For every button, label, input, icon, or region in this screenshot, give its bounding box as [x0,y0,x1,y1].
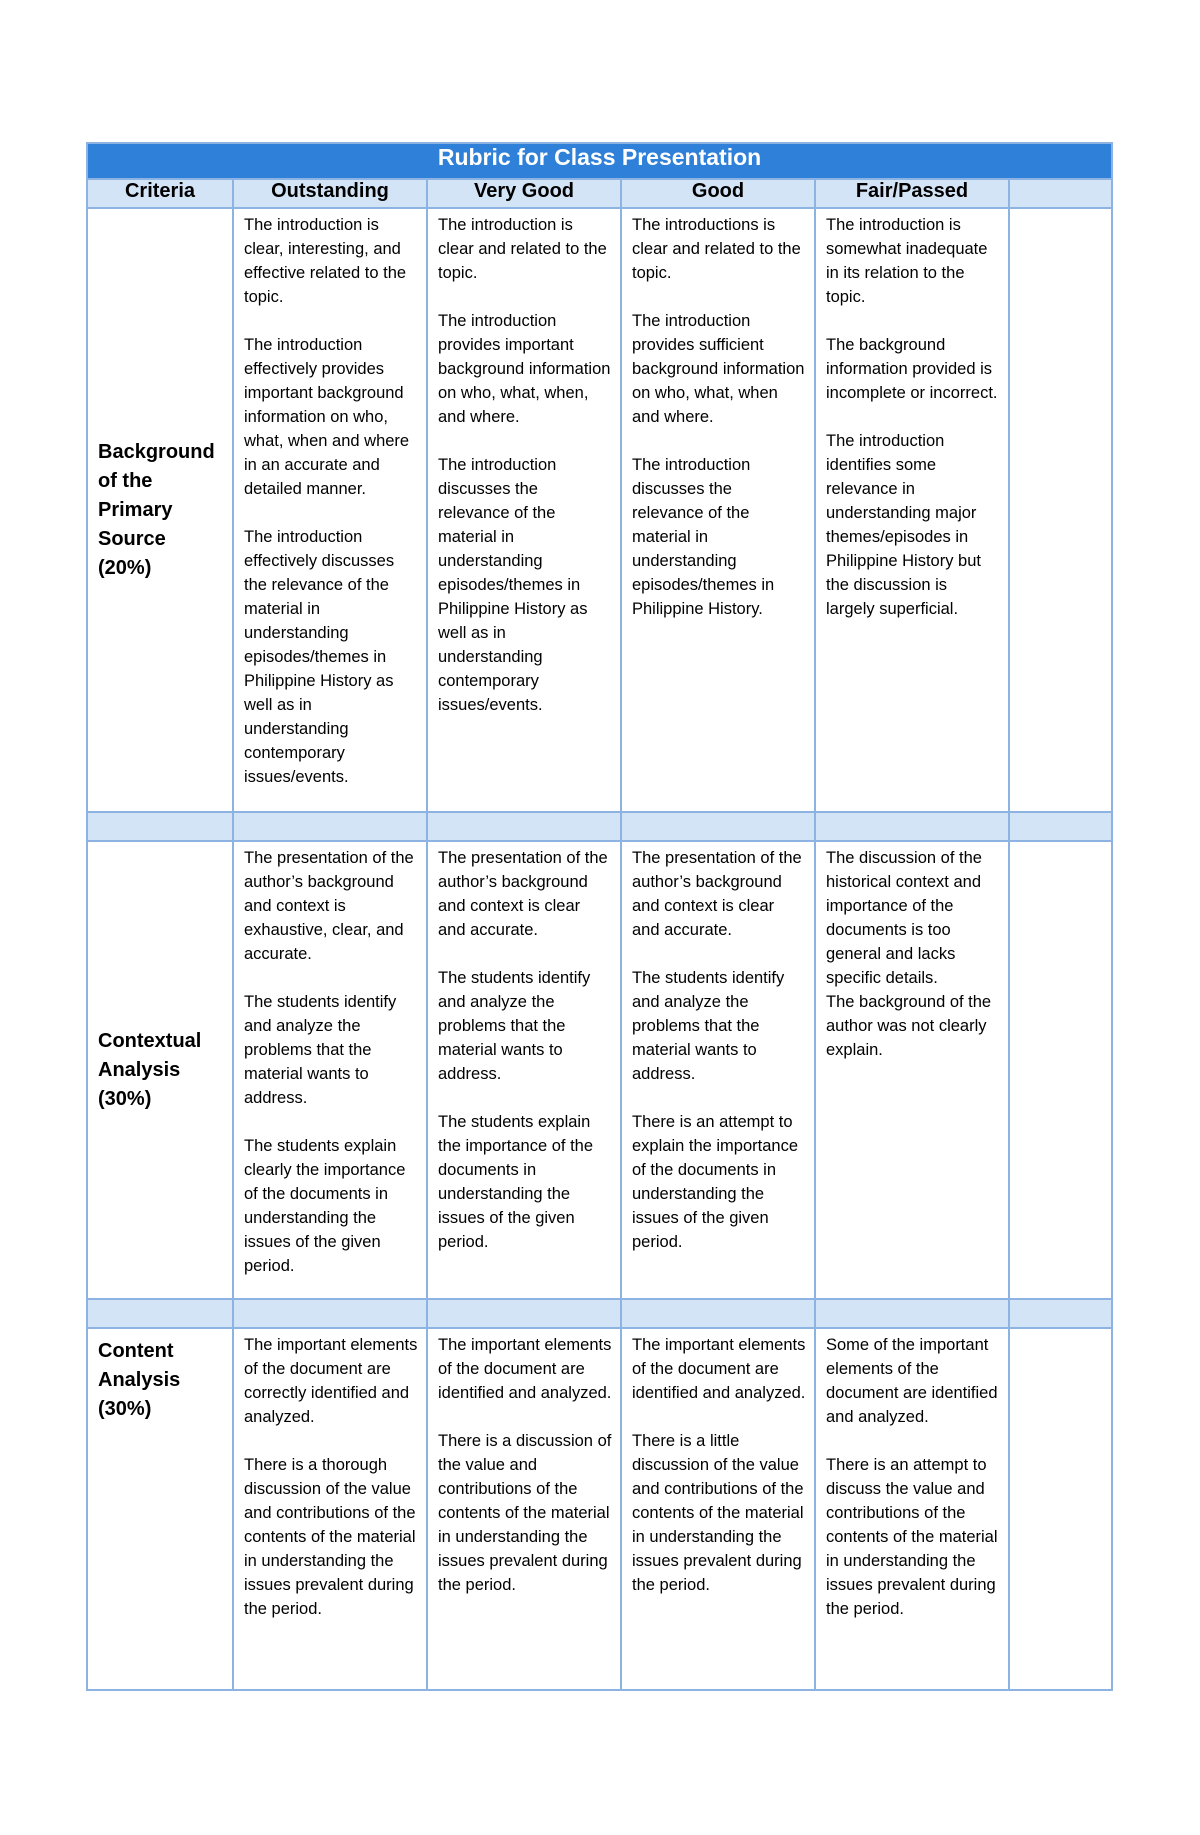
spacer-cell [621,1299,815,1328]
blank-cell [1009,208,1112,812]
title-cell [87,143,1112,179]
descriptor-text: There is an attempt to discuss the value and contributions of the contents of the material in understanding the issues prevalent during the period. [826,1456,998,1618]
table-title: Rubric for Class Presentation [437,144,762,170]
descriptor-text: The introductions is clear and related to the topic. [632,216,801,282]
criteria-label: Content Analysis (30%) [98,1340,181,1420]
rubric-row-content [87,1328,1112,1690]
good-cell [621,208,815,812]
spacer-cell [1009,1299,1112,1328]
descriptor-text: The students explain the importance of the documents in understanding the issues of the given period. [438,1113,594,1251]
descriptor-text: The discussion of the historical context and importance of the documents is too general and lacks specific details. [826,849,982,987]
criteria-label: Background of the Primary Source (20%) [98,440,215,579]
very-good-cell [427,841,621,1299]
fair-passed-cell [815,1328,1009,1690]
descriptor-text: The students identify and analyze the problems that the material wants to address. [632,969,785,1083]
descriptor-text: The introduction provides important background information on who, what, when, and where. [438,312,611,426]
descriptor-text: The introduction effectively discusses the relevance of the material in understanding episodes/themes in Philippine History as well as in understanding contemporary issues/events. [244,528,395,786]
descriptor-text: The introduction effectively provides important background information on who, what, when and where in an accurate and detailed manner. [244,336,410,498]
descriptor-text: The students identify and analyze the problems that the material wants to address. [244,993,397,1107]
good-cell [621,841,815,1299]
rubric-row-contextual [87,841,1112,1299]
criteria-cell [87,841,233,1299]
criteria-label: Contextual Analysis (30%) [98,1029,202,1110]
header-row [87,179,1112,208]
spacer-cell [87,812,233,841]
spacer-cell [233,812,427,841]
descriptor-text: The important elements of the document are identified and analyzed. [632,1336,806,1402]
descriptor-text: The introduction is clear and related to the topic. [438,216,607,282]
header-outstanding: Outstanding [271,180,389,202]
outstanding-cell [233,1328,427,1690]
descriptor-text: The background information provided is incomplete or incorrect. [826,336,998,402]
blank-cell [1009,1328,1112,1690]
descriptor-text: There is a little discussion of the value and contributions of the contents of the material in understanding the issues prevalent during the period. [632,1432,804,1594]
header-good: Good [691,180,745,202]
descriptor-text: Some of the important elements of the document are identified and analyzed. [826,1336,998,1426]
descriptor-text: The introduction provides sufficient background information on who, what, when and where. [632,312,805,426]
header-cell-very-good [427,179,621,208]
rubric-row-background [87,208,1112,812]
spacer-cell [815,812,1009,841]
outstanding-cell [233,841,427,1299]
header-very-good: Very Good [473,180,575,202]
spacer-cell [427,1299,621,1328]
descriptor-text: The background of the author was not clearly explain. [826,993,992,1059]
header-cell-outstanding [233,179,427,208]
spacer-cell [87,1299,233,1328]
outstanding-cell [233,208,427,812]
spacer-row [87,812,1112,841]
descriptor-text: The introduction discusses the relevance of the material in understanding episodes/themes in Philippine History. [632,456,775,618]
descriptor-text: There is a thorough discussion of the value and contributions of the contents of the material in understanding the issues prevalent during the period. [244,1456,416,1618]
descriptor-text: The important elements of the document are correctly identified and analyzed. [244,1336,418,1426]
good-cell [621,1328,815,1690]
spacer-cell [621,812,815,841]
spacer-cell [427,812,621,841]
spacer-cell [233,1299,427,1328]
descriptor-text: The presentation of the author’s background and context is exhaustive, clear, and accurate. [244,849,414,963]
descriptor-text: The introduction is somewhat inadequate in its relation to the topic. [826,216,988,306]
descriptor-text: The introduction is clear, interesting, and effective related to the topic. [244,216,407,306]
descriptor-text: The presentation of the author’s background and context is clear and accurate. [632,849,802,939]
spacer-cell [815,1299,1009,1328]
title-row [87,143,1112,179]
blank-cell [1009,841,1112,1299]
header-cell-fair-passed [815,179,1009,208]
very-good-cell [427,208,621,812]
descriptor-text: The important elements of the document are identified and analyzed. [438,1336,612,1402]
criteria-cell [87,1328,233,1690]
descriptor-text: There is an attempt to explain the importance of the documents in understanding the issues of the given period. [632,1113,799,1251]
fair-passed-cell [815,208,1009,812]
header-criteria: Criteria [124,180,196,202]
descriptor-text: The introduction discusses the relevance of the material in understanding episodes/themes in Philippine History as well as in understanding contemporary issues/events. [438,456,588,714]
spacer-cell [1009,812,1112,841]
spacer-row [87,1299,1112,1328]
fair-passed-cell [815,841,1009,1299]
descriptor-text: The introduction identifies some relevance in understanding major themes/episodes in Philippine History but the discussion is largely superficial. [826,432,981,618]
descriptor-text: The presentation of the author’s background and context is clear and accurate. [438,849,608,939]
header-cell-criteria [87,179,233,208]
descriptor-text: The students explain clearly the importance of the documents in understanding the issues of the given period. [244,1137,406,1275]
rubric-table [86,142,1113,1691]
very-good-cell [427,1328,621,1690]
header-fair-passed: Fair/Passed [855,180,969,202]
criteria-cell [87,208,233,812]
descriptor-text: The students identify and analyze the problems that the material wants to address. [438,969,591,1083]
descriptor-text: There is a discussion of the value and contributions of the contents of the material in understanding the issues prevalent during the period. [438,1432,612,1594]
header-cell-good [621,179,815,208]
header-cell-blank [1009,179,1112,208]
